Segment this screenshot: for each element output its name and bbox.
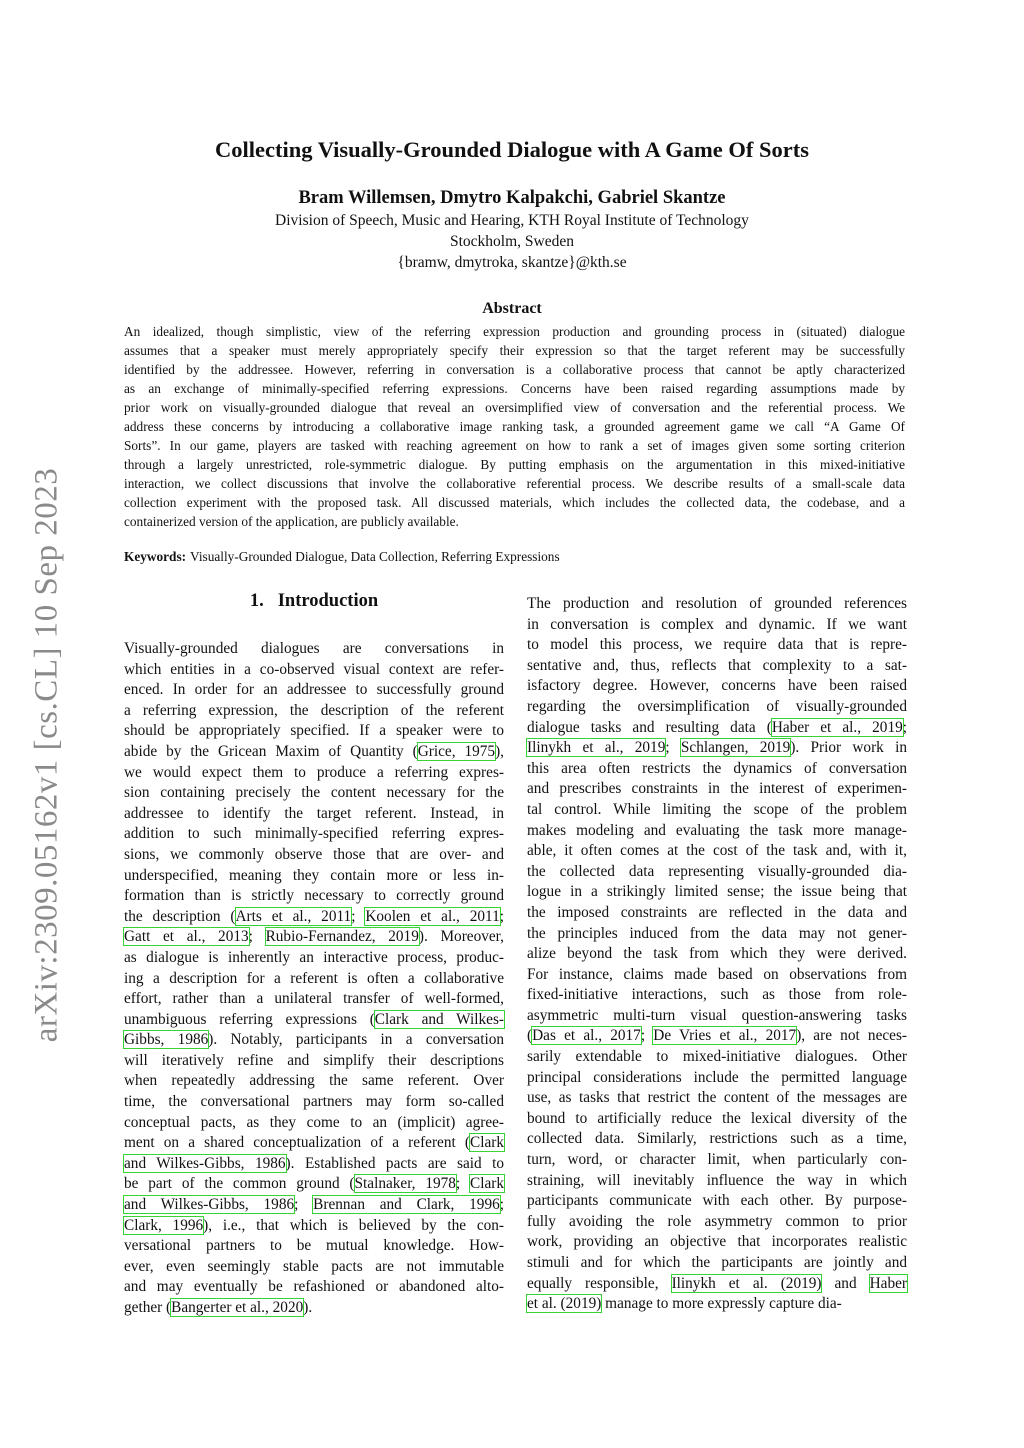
text-line xyxy=(124,1092,504,1113)
text-segment: the principles induced from the data may not gener- xyxy=(527,924,907,942)
abstract-line: through a largely unrestricted, role-symmetric dialogue. By putting emphasis on the argumentation in this mixed-initiative xyxy=(124,457,905,472)
text-segment: use, as tasks that restrict the content of the messages are xyxy=(527,1089,907,1107)
text-line xyxy=(124,742,504,763)
abstract-line: interaction, we collect discussions that involve the collaborative referential process. We describe results of a small-scale data xyxy=(124,476,905,491)
keywords xyxy=(124,549,560,565)
citation-link[interactable]: Gatt et al., 2013 xyxy=(124,928,249,946)
text-segment: ( xyxy=(527,1027,533,1045)
citation-link[interactable]: Das et al., 2017 xyxy=(532,1027,641,1045)
text-line xyxy=(124,1174,504,1195)
text-line xyxy=(527,1274,907,1295)
text-line xyxy=(124,721,504,742)
text-segment: fixed-initiative interactions, such as those from role- xyxy=(527,986,907,1004)
author-list: Bram Willemsen, Dmytro Kalpakchi, Gabriel Skantze xyxy=(298,188,726,208)
text-line xyxy=(124,639,504,660)
text-line xyxy=(124,1277,504,1298)
text-segment: and may eventually be refashioned or abandoned alto- xyxy=(124,1278,504,1296)
text-line xyxy=(527,1150,907,1171)
text-segment: sarily extendable to mixed-initiative dialogues. Other xyxy=(527,1048,907,1066)
text-segment: fully avoiding the role asymmetry common to prior xyxy=(527,1212,907,1230)
text-line xyxy=(527,1191,907,1212)
text-segment: gether ( xyxy=(124,1299,172,1316)
citation-link[interactable]: Arts et al., 2011 xyxy=(235,907,352,925)
text-line xyxy=(124,989,504,1010)
text-line xyxy=(124,927,504,948)
text-segment: ). Moreover, xyxy=(418,928,504,946)
citation-link[interactable]: Rubio-Fernandez, 2019 xyxy=(265,928,419,946)
text-line xyxy=(527,862,907,883)
text-segment: the imposed constraints are reflected in the data and xyxy=(527,903,907,921)
text-segment: this area often restricts the dynamics of conversation xyxy=(527,759,907,777)
section-number: 1. xyxy=(249,591,264,611)
text-line xyxy=(527,1047,907,1068)
citation-link[interactable]: Clark and Wilkes- xyxy=(374,1010,504,1028)
citation-link[interactable]: Haber et al., 2019 xyxy=(771,718,903,736)
text-segment: ; xyxy=(294,1196,314,1214)
keywords-text: Visually-Grounded Dialogue, Data Collection, Referring Expressions xyxy=(190,549,560,564)
text-segment: abide by the Gricean Maxim of Quantity ( xyxy=(124,742,418,760)
abstract-heading: Abstract xyxy=(482,300,542,317)
left-column-text xyxy=(124,639,504,1319)
text-segment: asymmetric multi-turn visual question-answering tasks xyxy=(527,1006,907,1024)
text-segment: manage to more expressly capture dia- xyxy=(601,1295,842,1313)
text-segment: ; xyxy=(248,928,266,946)
text-segment: collected data. Similarly, restrictions such as a time, xyxy=(527,1130,907,1148)
text-line xyxy=(124,763,504,784)
citation-link[interactable]: Ilinykh et al., 2019 xyxy=(527,739,666,757)
citation-link[interactable]: De Vries et al., 2017 xyxy=(653,1027,797,1045)
text-line xyxy=(124,783,504,804)
text-line xyxy=(124,804,504,825)
affiliation-division: Division of Speech, Music and Hearing, KTH Royal Institute of Technology xyxy=(275,212,749,229)
text-line xyxy=(124,660,504,681)
text-segment: sions, we commonly observe those that are over- and xyxy=(124,845,504,863)
text-segment: and prescribes constraints in the interest of experimen- xyxy=(527,780,907,798)
abstract-line: An idealized, though simplistic, view of the referring expression production and grounding process in (situated) dialogue xyxy=(124,324,905,339)
text-line xyxy=(124,907,504,928)
text-line xyxy=(527,1294,907,1315)
text-segment: conceptual pacts, as they come to an (implicit) agree- xyxy=(124,1113,504,1131)
text-segment: the collected data representing visually-grounded dia- xyxy=(527,862,907,880)
text-segment: ), xyxy=(495,742,504,760)
text-segment: addressee to identify the target referent. Instead, in xyxy=(124,804,504,822)
text-segment: in conversation is complex and dynamic. If we want xyxy=(527,615,907,633)
text-line xyxy=(527,985,907,1006)
text-segment: ; xyxy=(665,739,681,757)
text-line xyxy=(124,1257,504,1278)
text-segment: as dialogue is inherently an interactive process, produc- xyxy=(124,948,504,966)
text-segment: ). xyxy=(303,1299,313,1316)
text-segment: effort, rather than a unilateral transfer of well-formed, xyxy=(124,990,504,1008)
text-line xyxy=(124,1298,504,1319)
text-line xyxy=(124,845,504,866)
text-segment: alize beyond the task from which they were derived. xyxy=(527,945,907,963)
text-line xyxy=(527,1232,907,1253)
text-line xyxy=(124,1051,504,1072)
text-line xyxy=(527,1109,907,1130)
citation-link[interactable]: Ilinykh et al. (2019) xyxy=(671,1274,822,1292)
text-segment: logue in a strikingly limited sense; the issue being that xyxy=(527,883,907,901)
citation-link[interactable]: Stalnaker, 1978 xyxy=(354,1175,456,1193)
text-line xyxy=(527,1253,907,1274)
text-segment: which entities in a co-observed visual context are refer- xyxy=(124,660,504,678)
text-line xyxy=(124,866,504,887)
citation-link[interactable]: Gibbs, 1986 xyxy=(124,1031,209,1049)
text-line xyxy=(527,615,907,636)
text-segment: The production and resolution of grounded references xyxy=(527,595,907,612)
text-line xyxy=(527,779,907,800)
text-segment: Visually-grounded dialogues are conversations in xyxy=(124,640,504,657)
text-line xyxy=(124,1113,504,1134)
citation-link[interactable]: Clark xyxy=(470,1175,504,1193)
text-segment: enced. In order for an addressee to successfully ground xyxy=(124,681,504,699)
text-segment: ever, even seemingly stable pacts are not immutable xyxy=(124,1257,504,1275)
author-emails: {bramw, dmytroka, skantze}@kth.se xyxy=(397,254,627,271)
text-segment: ). Notably, participants in a conversation xyxy=(208,1031,504,1049)
text-segment: work, providing an objective that incorporates realistic xyxy=(527,1233,907,1251)
text-segment: unambiguous referring expressions ( xyxy=(124,1010,375,1028)
text-segment: ; xyxy=(455,1175,470,1193)
arxiv-identifier xyxy=(30,455,64,1055)
text-segment: ). Established pacts are said to xyxy=(285,1154,505,1172)
text-segment: bound to artificially reduce the lexical diversity of the xyxy=(527,1109,907,1127)
text-line xyxy=(124,969,504,990)
text-segment: ), i.e., that which is believed by the con- xyxy=(203,1216,505,1234)
text-line xyxy=(527,738,907,759)
text-line xyxy=(124,1236,504,1257)
abstract-line: assumes that a speaker must merely appropriately specify their expression so that the target referent may be successfully xyxy=(124,343,905,358)
text-line xyxy=(124,1071,504,1092)
text-line xyxy=(124,1133,504,1154)
text-segment: sentative and, thus, reflects that complexity to a sat- xyxy=(527,656,907,674)
abstract-line: containerized version of the application, are publicly available. xyxy=(124,514,459,529)
text-segment: ing a description for a referent is often a collaborative xyxy=(124,969,504,987)
text-line xyxy=(527,1129,907,1150)
abstract-line: identified by the addressee. However, referring in conversation is a collaborative process that cannot be aptly characterized xyxy=(124,362,905,377)
text-segment: to model this process, we require data that is repre- xyxy=(527,636,907,654)
text-segment: participants communicate with each other. By purpose- xyxy=(527,1192,907,1210)
text-segment: For instance, claims made based on observations from xyxy=(527,965,907,983)
citation-link[interactable]: Bangerter et al., 2020 xyxy=(171,1299,304,1316)
text-line xyxy=(527,635,907,656)
text-segment: and xyxy=(821,1274,870,1292)
text-line xyxy=(527,882,907,903)
text-segment: stimuli and for which the participants are jointly and xyxy=(527,1254,907,1271)
text-segment: be part of the common ground ( xyxy=(124,1175,355,1193)
text-line xyxy=(527,697,907,718)
abstract-line: Sorts”. In our game, players are tasked with reaching agreement on how to rank a set of images given some sorting criterion xyxy=(124,438,905,453)
citation-link[interactable]: et al. (2019) xyxy=(527,1295,602,1313)
text-segment: we would expect them to produce a referring expres- xyxy=(124,763,504,781)
arxiv-identifier-text: arXiv:2309.05162v1 [cs.CL] 10 Sep 2023 xyxy=(28,467,65,1043)
text-line xyxy=(527,841,907,862)
text-segment: regarding the oversimplification of visually-grounded xyxy=(527,697,907,715)
citation-link[interactable]: Koolen et al., 2011 xyxy=(365,907,500,925)
text-line xyxy=(124,1154,504,1175)
abstract-line: as an exchange of minimally-specified referring expressions. Concerns have been raised regarding assumptions made by xyxy=(124,381,905,396)
citation-link[interactable]: Grice, 1975 xyxy=(417,742,496,760)
right-column-text xyxy=(527,594,907,1315)
affiliation-location: Stockholm, Sweden xyxy=(450,233,574,250)
text-line xyxy=(527,1088,907,1109)
text-segment: ; xyxy=(499,907,504,925)
text-segment: equally responsible, xyxy=(527,1274,672,1292)
citation-link[interactable]: Clark, 1996 xyxy=(124,1216,204,1234)
text-line xyxy=(527,965,907,986)
text-segment: ), are not neces- xyxy=(796,1027,907,1045)
text-segment: turn, word, or character limit, when particularly con- xyxy=(527,1151,907,1169)
text-line xyxy=(527,903,907,924)
text-segment: dialogue tasks and resulting data ( xyxy=(527,718,772,736)
text-line xyxy=(527,676,907,697)
text-segment: ). Prior work in xyxy=(790,739,907,757)
paper-title: Collecting Visually-Grounded Dialogue with A Game Of Sorts xyxy=(215,137,809,162)
text-line xyxy=(527,594,907,615)
section-title: Introduction xyxy=(277,591,379,611)
text-line xyxy=(527,1171,907,1192)
text-segment: versational partners to be mutual knowledge. How- xyxy=(124,1237,504,1255)
text-segment: ; xyxy=(640,1027,654,1045)
keywords-label: Keywords: xyxy=(124,549,187,564)
text-segment: will iteratively refine and simplify their descriptions xyxy=(124,1051,504,1069)
citation-link[interactable]: Haber xyxy=(869,1274,907,1292)
text-segment: a referring expression, the description of the referent xyxy=(124,701,504,719)
text-line xyxy=(527,800,907,821)
citation-link[interactable]: Brennan and Clark, 1996 xyxy=(313,1196,500,1214)
text-line xyxy=(124,824,504,845)
text-segment: the description ( xyxy=(124,907,236,925)
text-line xyxy=(527,944,907,965)
citation-link[interactable]: and Wilkes-Gibbs, 1986 xyxy=(124,1154,286,1172)
text-line xyxy=(124,948,504,969)
text-line xyxy=(527,656,907,677)
text-line xyxy=(527,1068,907,1089)
text-line xyxy=(124,1030,504,1051)
text-line xyxy=(124,680,504,701)
abstract-line: collection experiment with the proposed task. All discussed materials, which includes the collected data, the codebase, and a xyxy=(124,495,905,510)
text-segment: should be appropriately specified. If a speaker were to xyxy=(124,722,504,740)
text-segment: formation than is strictly necessary to correctly ground xyxy=(124,887,504,905)
text-segment: straining, will inevitably influence the way in which xyxy=(527,1171,907,1189)
section-heading-introduction xyxy=(124,591,504,612)
abstract-line: address these concerns by introducing a collaborative image ranking task, a grounded agreement game we call “A Game Of xyxy=(124,419,905,434)
text-segment: isfactory degree. However, concerns have been raised xyxy=(527,677,907,695)
citation-link[interactable]: Clark xyxy=(470,1134,504,1152)
text-line xyxy=(124,1216,504,1237)
text-segment: addition to such minimally-specified referring expres- xyxy=(124,825,504,843)
text-segment: tal control. While limiting the scope of the problem xyxy=(527,800,907,818)
text-segment: able, it often comes at the cost of the task and, with it, xyxy=(527,842,907,860)
text-segment: underspecified, meaning they contain more or less in- xyxy=(124,866,504,884)
text-line xyxy=(527,1006,907,1027)
citation-link[interactable]: Schlangen, 2019 xyxy=(680,739,791,757)
abstract-line: prior work on visually-grounded dialogue that reveal an oversimplified view of conversation and the referential process. We xyxy=(124,400,905,415)
citation-link[interactable]: and Wilkes-Gibbs, 1986 xyxy=(124,1196,295,1214)
text-line xyxy=(124,1195,504,1216)
text-segment: time, the conversational partners may form so-called xyxy=(124,1093,504,1111)
text-line xyxy=(124,701,504,722)
text-line xyxy=(527,759,907,780)
abstract-body xyxy=(124,322,905,531)
text-line xyxy=(124,886,504,907)
text-segment: sion containing precisely the content necessary for the xyxy=(124,784,504,802)
text-line xyxy=(527,1026,907,1047)
text-segment: when repeatedly addressing the same referent. Over xyxy=(124,1072,504,1090)
text-line xyxy=(124,1010,504,1031)
text-segment: principal considerations include the permitted language xyxy=(527,1068,907,1086)
text-segment: ; xyxy=(351,907,366,925)
text-line xyxy=(527,821,907,842)
text-segment: ment on a shared conceptualization of a referent ( xyxy=(124,1134,470,1152)
text-segment: ; xyxy=(499,1196,504,1214)
text-line xyxy=(527,718,907,739)
text-segment: makes modeling and evaluating the task more manage- xyxy=(527,821,907,839)
text-line xyxy=(527,924,907,945)
text-segment: ; xyxy=(902,718,907,736)
text-line xyxy=(527,1212,907,1233)
